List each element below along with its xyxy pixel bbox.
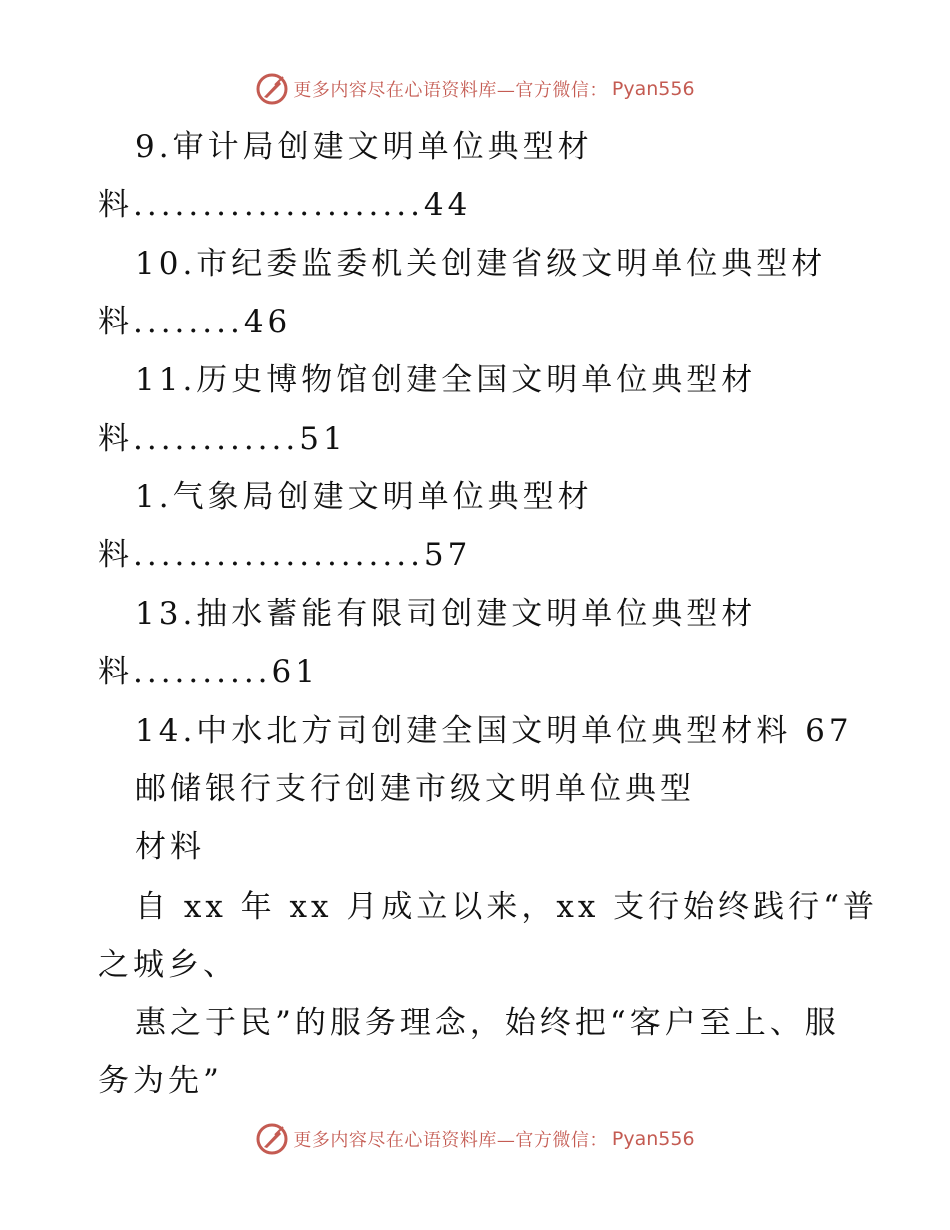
toc-entry-9-cont: 料.....................44 bbox=[98, 187, 472, 223]
article-title: 邮储银行支行创建市级文明单位典型 bbox=[135, 771, 695, 807]
toc-entry-1-cont: 料.....................57 bbox=[98, 537, 472, 573]
footer-watermark bbox=[0, 1122, 950, 1156]
toc-entry-9: 9.审计局创建文明单位典型材 bbox=[135, 129, 593, 165]
toc-entry-14: 14.中水北方司创建全国文明单位典型材料 67 bbox=[135, 713, 853, 749]
header-watermark bbox=[0, 72, 950, 106]
toc-entry-13: 13.抽水蓄能有限司创建文明单位典型材 bbox=[135, 596, 757, 632]
toc-entry-11-cont: 料............51 bbox=[98, 421, 347, 457]
watermark-text: 更多内容尽在心语资料库—官方微信： bbox=[293, 1130, 608, 1151]
watermark-id: Pyan556 bbox=[611, 78, 695, 100]
article-title-cont: 材料 bbox=[135, 829, 205, 865]
watermark-text: 更多内容尽在心语资料库—官方微信： bbox=[293, 80, 608, 101]
watermark-id: Pyan556 bbox=[611, 1128, 695, 1150]
toc-entry-10: 10.市纪委监委机关创建省级文明单位典型材 bbox=[135, 246, 827, 282]
toc-entry-1: 1.气象局创建文明单位典型材 bbox=[135, 479, 593, 515]
paragraph-line: 之城乡、 bbox=[98, 947, 238, 983]
quill-logo-icon bbox=[255, 1122, 289, 1156]
paragraph-line: 惠之于民”的服务理念，始终把“客户至上、服 bbox=[135, 1005, 840, 1041]
paragraph-line: 自 xx 年 xx 月成立以来，xx 支行始终践行“普 bbox=[135, 889, 879, 925]
toc-entry-13-cont: 料..........61 bbox=[98, 654, 319, 690]
quill-logo-icon bbox=[255, 72, 289, 106]
toc-entry-11: 11.历史博物馆创建全国文明单位典型材 bbox=[135, 362, 757, 398]
toc-entry-10-cont: 料........46 bbox=[98, 304, 292, 340]
paragraph-line: 务为先” bbox=[98, 1063, 223, 1099]
